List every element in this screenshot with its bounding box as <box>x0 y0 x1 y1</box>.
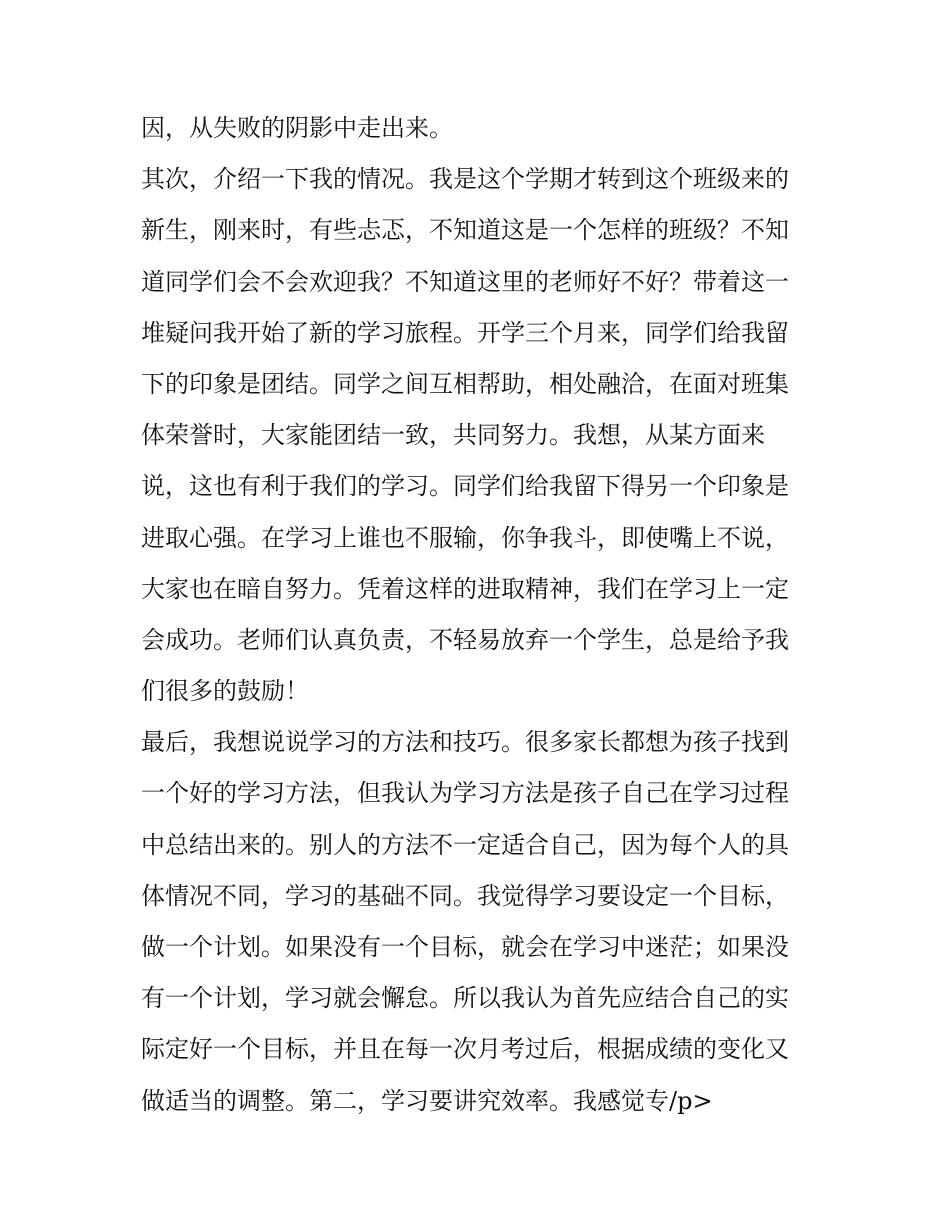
body-text <box>141 103 821 1127</box>
text-line: 体情况不同，学习的基础不同。我觉得学习要设定一个目标， <box>141 881 789 910</box>
text-line: 进取心强。在学习上谁也不服输，你争我斗，即使嘴上不说， <box>141 523 789 552</box>
text-line: 际定好一个目标，并且在每一次月考过后，根据成绩的变化又 <box>141 1035 789 1064</box>
text-line: 下的印象是团结。同学之间互相帮助，相处融洽，在面对班集 <box>141 369 789 398</box>
text-line: 做一个计划。如果没有一个目标，就会在学习中迷茫；如果没 <box>141 933 789 961</box>
text-line: 一个好的学习方法，但我认为学习方法是孩子自己在学习过程 <box>141 779 789 808</box>
text-line: 有一个计划，学习就会懈怠。所以我认为首先应结合自己的实 <box>141 984 789 1013</box>
text-line: 做适当的调整。第二，学习要讲究效率。我感觉专/p> <box>141 1086 713 1115</box>
text-line: 最后，我想说说学习的方法和技巧。很多家长都想为孩子找到 <box>141 728 789 757</box>
text-line: 堆疑问我开始了新的学习旅程。开学三个月来，同学们给我留 <box>141 318 789 347</box>
text-line: 新生，刚来时，有些忐忑，不知道这是一个怎样的班级？不知 <box>141 216 789 245</box>
text-line: 大家也在暗自努力。凭着这样的进取精神，我们在学习上一定 <box>141 574 789 603</box>
text-line: 中总结出来的。别人的方法不一定适合自己，因为每个人的具 <box>141 830 789 859</box>
text-line: 说，这也有利于我们的学习。同学们给我留下得另一个印象是 <box>141 472 789 501</box>
text-line: 因，从失败的阴影中走出来。 <box>141 114 453 142</box>
text-line: 其次，介绍一下我的情况。我是这个学期才转到这个班级来的 <box>141 165 789 194</box>
text-line: 道同学们会不会欢迎我？不知道这里的老师好不好？带着这一 <box>141 267 789 296</box>
text-line: 会成功。老师们认真负责，不轻易放弃一个学生，总是给予我 <box>141 625 789 654</box>
text-line: 们很多的鼓励！ <box>141 677 309 706</box>
text-line: 体荣誉时，大家能团结一致，共同努力。我想，从某方面来 <box>141 421 765 450</box>
